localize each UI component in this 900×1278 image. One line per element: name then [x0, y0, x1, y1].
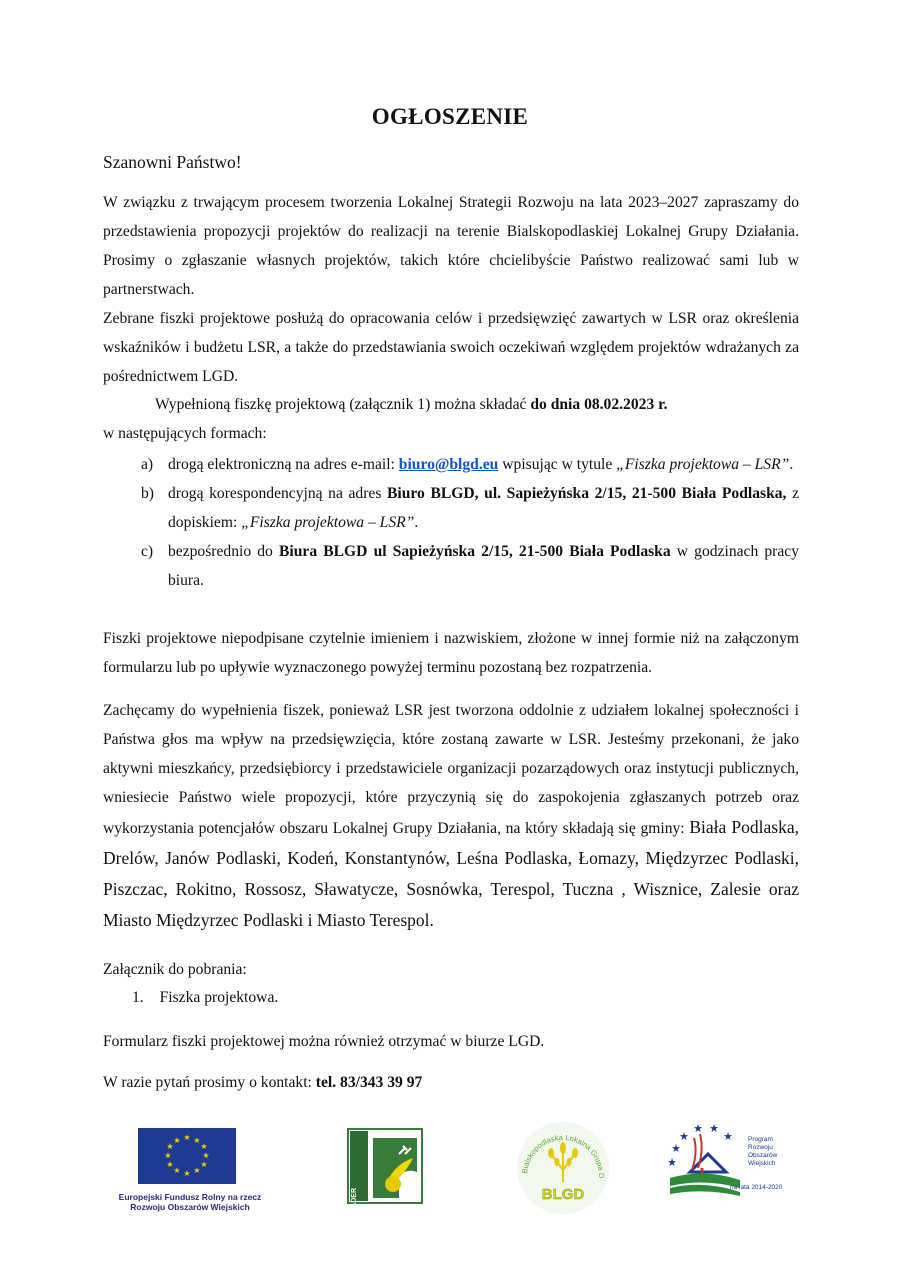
- svg-text:★: ★: [173, 1166, 181, 1175]
- paragraph-3: [103, 390, 799, 448]
- svg-text:★: ★: [679, 1130, 689, 1143]
- svg-text:★: ★: [200, 1160, 208, 1169]
- contact-line: [103, 1069, 422, 1097]
- page-title: OGŁOSZENIE: [371, 104, 529, 129]
- contact-phone: tel. 83/343 39 97: [315, 1074, 423, 1091]
- email-link[interactable]: biuro@blgd.eu: [398, 456, 499, 473]
- prow-line: Obszarów: [748, 1152, 778, 1159]
- svg-text:★: ★: [166, 1160, 174, 1169]
- method-text: .: [789, 456, 794, 473]
- svg-text:★: ★: [183, 1133, 191, 1142]
- svg-text:★: ★: [671, 1142, 681, 1155]
- blgd-logo: [515, 1120, 611, 1220]
- method-text: drogą korespondencyjną na adres: [168, 485, 388, 502]
- svg-text:★: ★: [173, 1136, 181, 1145]
- svg-text:★: ★: [193, 1166, 201, 1175]
- blgd-text: BLGD: [541, 1186, 585, 1203]
- deadline-tail: w następujących formach:: [103, 425, 267, 442]
- attachment-item[interactable]: [132, 984, 278, 1012]
- method-text: .: [414, 514, 419, 531]
- eu-caption: [110, 1192, 270, 1212]
- method-italic: „Fiszka projektowa – LSR”: [241, 514, 415, 531]
- prow-caption: [748, 1136, 777, 1168]
- method-address: Biura BLGD ul Sapieżyńska 2/15, 21-500 Biała Podlaska: [279, 543, 671, 560]
- svg-text:★: ★: [202, 1151, 210, 1160]
- method-in-person: [103, 537, 799, 595]
- attachments-label: Załącznik do pobrania:: [103, 961, 247, 978]
- deadline-lead: Wypełnioną fiszkę projektową (załącznik 1) można składać: [155, 396, 531, 413]
- svg-text:★: ★: [200, 1142, 208, 1151]
- prow-logo: [664, 1122, 796, 1222]
- method-post: [103, 479, 799, 537]
- eu-flag-logo: [110, 1118, 270, 1218]
- deadline-line: [103, 390, 799, 419]
- contact-lead: W razie pytań prosimy o kontakt:: [103, 1074, 316, 1091]
- list-marker: c): [141, 543, 154, 560]
- paragraph-4: Fiszki projektowe niepodpisane czytelnie imieniem i nazwiskiem, złożone w innej formie niż na załączonym formularzu lub po upływie wyznaczonego powyżej terminu pozostaną bez rozpatrzenia.: [103, 630, 799, 676]
- method-text: drogą elektroniczną na adres e-mail:: [168, 456, 399, 473]
- method-text: w godzinach pracy biura.: [168, 543, 800, 589]
- svg-text:★: ★: [193, 1136, 201, 1145]
- attachment-label: Fiszka projektowa.: [159, 989, 279, 1006]
- prow-line: Rozwoju: [748, 1144, 773, 1151]
- prow-years: na lata 2014-2020: [730, 1184, 783, 1191]
- leader-text: LEADER: [351, 1188, 358, 1217]
- prow-line: Wiejskich: [748, 1160, 776, 1167]
- method-text: wpisując w tytule: [498, 456, 617, 473]
- svg-text:★: ★: [693, 1122, 703, 1135]
- paragraph-5-main: Zachęcamy do wypełnienia fiszek, ponieważ LSR jest tworzona oddolnie z udziałem lokalnej społeczności i Państwa głos ma wpływ na przedsięwzięcia, które zostaną zawarte w LSR. Jesteśmy przekonani, że jako aktywni mieszkańcy, przedsiębiorcy i przedstawiciele organizacji pozarządowych oraz instytucji publicznych, wniesiecie Państwo wiele propozycji, które przyczynią się do zaspokojenia zgłaszanych potrzeb oraz wykorzystania potencjałów obszaru Lokalnej Grupy Działania, na który składają się gminy:: [103, 702, 799, 837]
- logos-strip: [0, 1118, 900, 1228]
- method-text: z dopiskiem:: [168, 485, 799, 531]
- prow-line: Program: [748, 1136, 773, 1143]
- paragraph-1: W związku z trwającym procesem tworzenia Lokalnej Strategii Rozwoju na lata 2023–2027 zapraszamy do przedstawienia propozycji projektów do realizacji na terenie Bialskopodlaskiej Lokalnej Grupy Działania. Prosimy o zgłaszanie własnych projektów, takich które chcielibyście Państwo realizować sami lub w partnerstwach.: [103, 194, 799, 298]
- svg-text:★: ★: [164, 1151, 172, 1160]
- svg-text:★: ★: [709, 1122, 719, 1135]
- blgd-arc-text: Bialskopodlaska Lokalna Grupa D: [520, 1132, 607, 1179]
- list-marker: 1.: [132, 989, 144, 1006]
- eu-caption-line-1: Europejski Fundusz Rolny na rzecz: [118, 1192, 262, 1202]
- svg-text:★: ★: [667, 1156, 677, 1169]
- method-email: [103, 450, 799, 479]
- paragraph-2: Zebrane fiszki projektowe posłużą do opracowania celów i przedsięwzięć zawartych w LSR oraz określenia wskaźników i budżetu LSR, a także do przedstawiania swoich oczekiwań względem projektów wdrażanych za pośrednictwem LGD.: [103, 310, 799, 385]
- svg-text:★: ★: [166, 1142, 174, 1151]
- greeting: Szanowni Państwo!: [103, 152, 242, 172]
- method-italic: „Fiszka projektowa – LSR”: [616, 456, 790, 473]
- method-address: Biuro BLGD, ul. Sapieżyńska 2/15, 21-500 Biała Podlaska,: [387, 485, 787, 502]
- leader-logo: [347, 1128, 425, 1217]
- list-marker: b): [141, 485, 154, 502]
- eu-caption-line-2: Rozwoju Obszarów Wiejskich: [130, 1202, 250, 1212]
- paragraph-5: [103, 696, 799, 936]
- method-text: bezpośrednio do: [168, 543, 279, 560]
- deadline-date: do dnia 08.02.2023 r.: [530, 396, 668, 413]
- gminy-list: Biała Podlaska, Drelów, Janów Podlaski, Kodeń, Konstantynów, Leśna Podlaska, Łomazy, Międzyrzec Podlaski, Piszczac, Rokitno, Rossosz, Sławatycze, Sosnówka, Terespol, Tuczna , Wisznice, Zalesie oraz Miasto Międzyrzec Podlaski i Miasto Terespol.: [103, 817, 799, 930]
- form-note: Formularz fiszki projektowej można również otrzymać w biurze LGD.: [103, 1033, 545, 1050]
- svg-text:★: ★: [183, 1169, 191, 1178]
- intro-paragraphs: [103, 188, 799, 391]
- eu-flag-icon: [110, 1118, 270, 1188]
- submission-methods-list: [103, 450, 799, 595]
- svg-text:★: ★: [723, 1130, 733, 1143]
- list-marker: a): [141, 456, 154, 473]
